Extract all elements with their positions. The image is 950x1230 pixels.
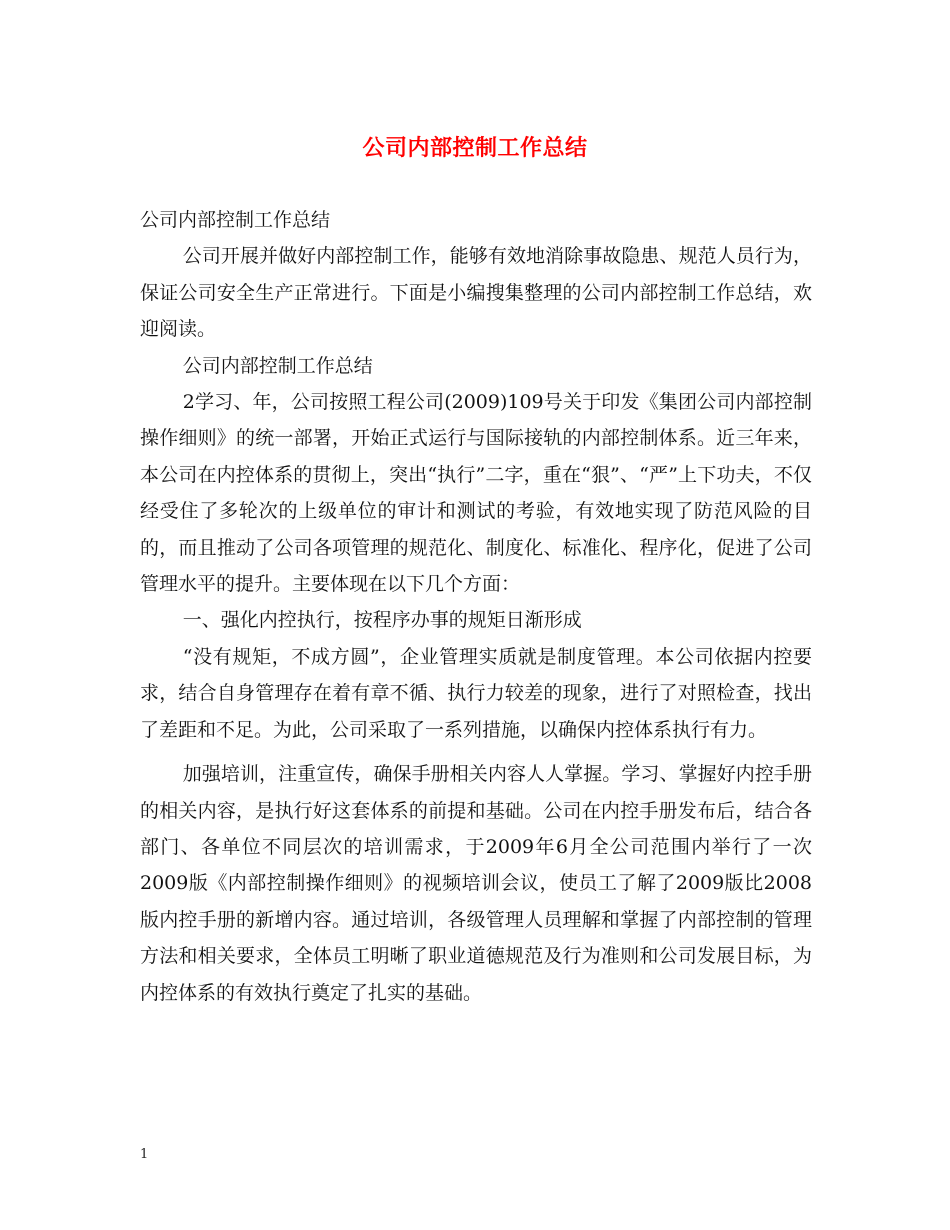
document-title: 公司内部控制工作总结 [362, 135, 588, 161]
document-body [140, 202, 812, 1011]
paragraph-rules: “没有规矩，不成方圆”，企业管理实质就是制度管理。本公司依据内控要求，结合自身管理存在着有章不循、执行力较差的现象，进行了对照检查，找出了差距和不足。为此，公司采取了一系列措施，以确保内控体系执行有力。 [140, 645, 812, 741]
section-heading-1: 一、强化内控执行，按程序办事的规矩日渐形成 [182, 609, 582, 632]
page-number: 1 [140, 1147, 149, 1162]
paragraph-heading: 公司内部控制工作总结 [140, 209, 331, 231]
paragraph-subheading: 公司内部控制工作总结 [182, 354, 373, 377]
paragraph-intro: 公司开展并做好内部控制工作，能够有效地消除事故隐患、规范人员行为，保证公司安全生产正常进行。下面是小编搜集整理的公司内部控制工作总结，欢迎阅读。 [140, 245, 812, 341]
paragraph-training: 加强培训，注重宣传，确保手册相关内容人人掌握。学习、掌握好内控手册的相关内容，是执行好这套体系的前提和基础。公司在内控手册发布后，结合各部门、各单位不同层次的培训需求，于2009年6月全公司范围内举行了一次2009版《内部控制操作细则》的视频培训会议，使员工了解了2009版比2008版内控手册的新增内容。通过培训，各级管理人员理解和掌握了内部控制的管理方法和相关要求，全体员工明晰了职业道德规范及行为准则和公司发展目标，为内控体系的有效执行奠定了扎实的基础。 [140, 763, 812, 1004]
paragraph-overview: 2学习、年，公司按照工程公司(2009)109号关于印发《集团公司内部控制操作细则》的统一部署，开始正式运行与国际接轨的内部控制体系。近三年来，本公司在内控体系的贯彻上，突出“执行”二字，重在“狠”、“严”上下功夫，不仅经受住了多轮次的上级单位的审计和测试的考验，有效地实现了防范风险的目的，而且推动了公司各项管理的规范化、制度化、标准化、程序化，促进了公司管理水平的提升。主要体现在以下几个方面： [140, 391, 812, 596]
